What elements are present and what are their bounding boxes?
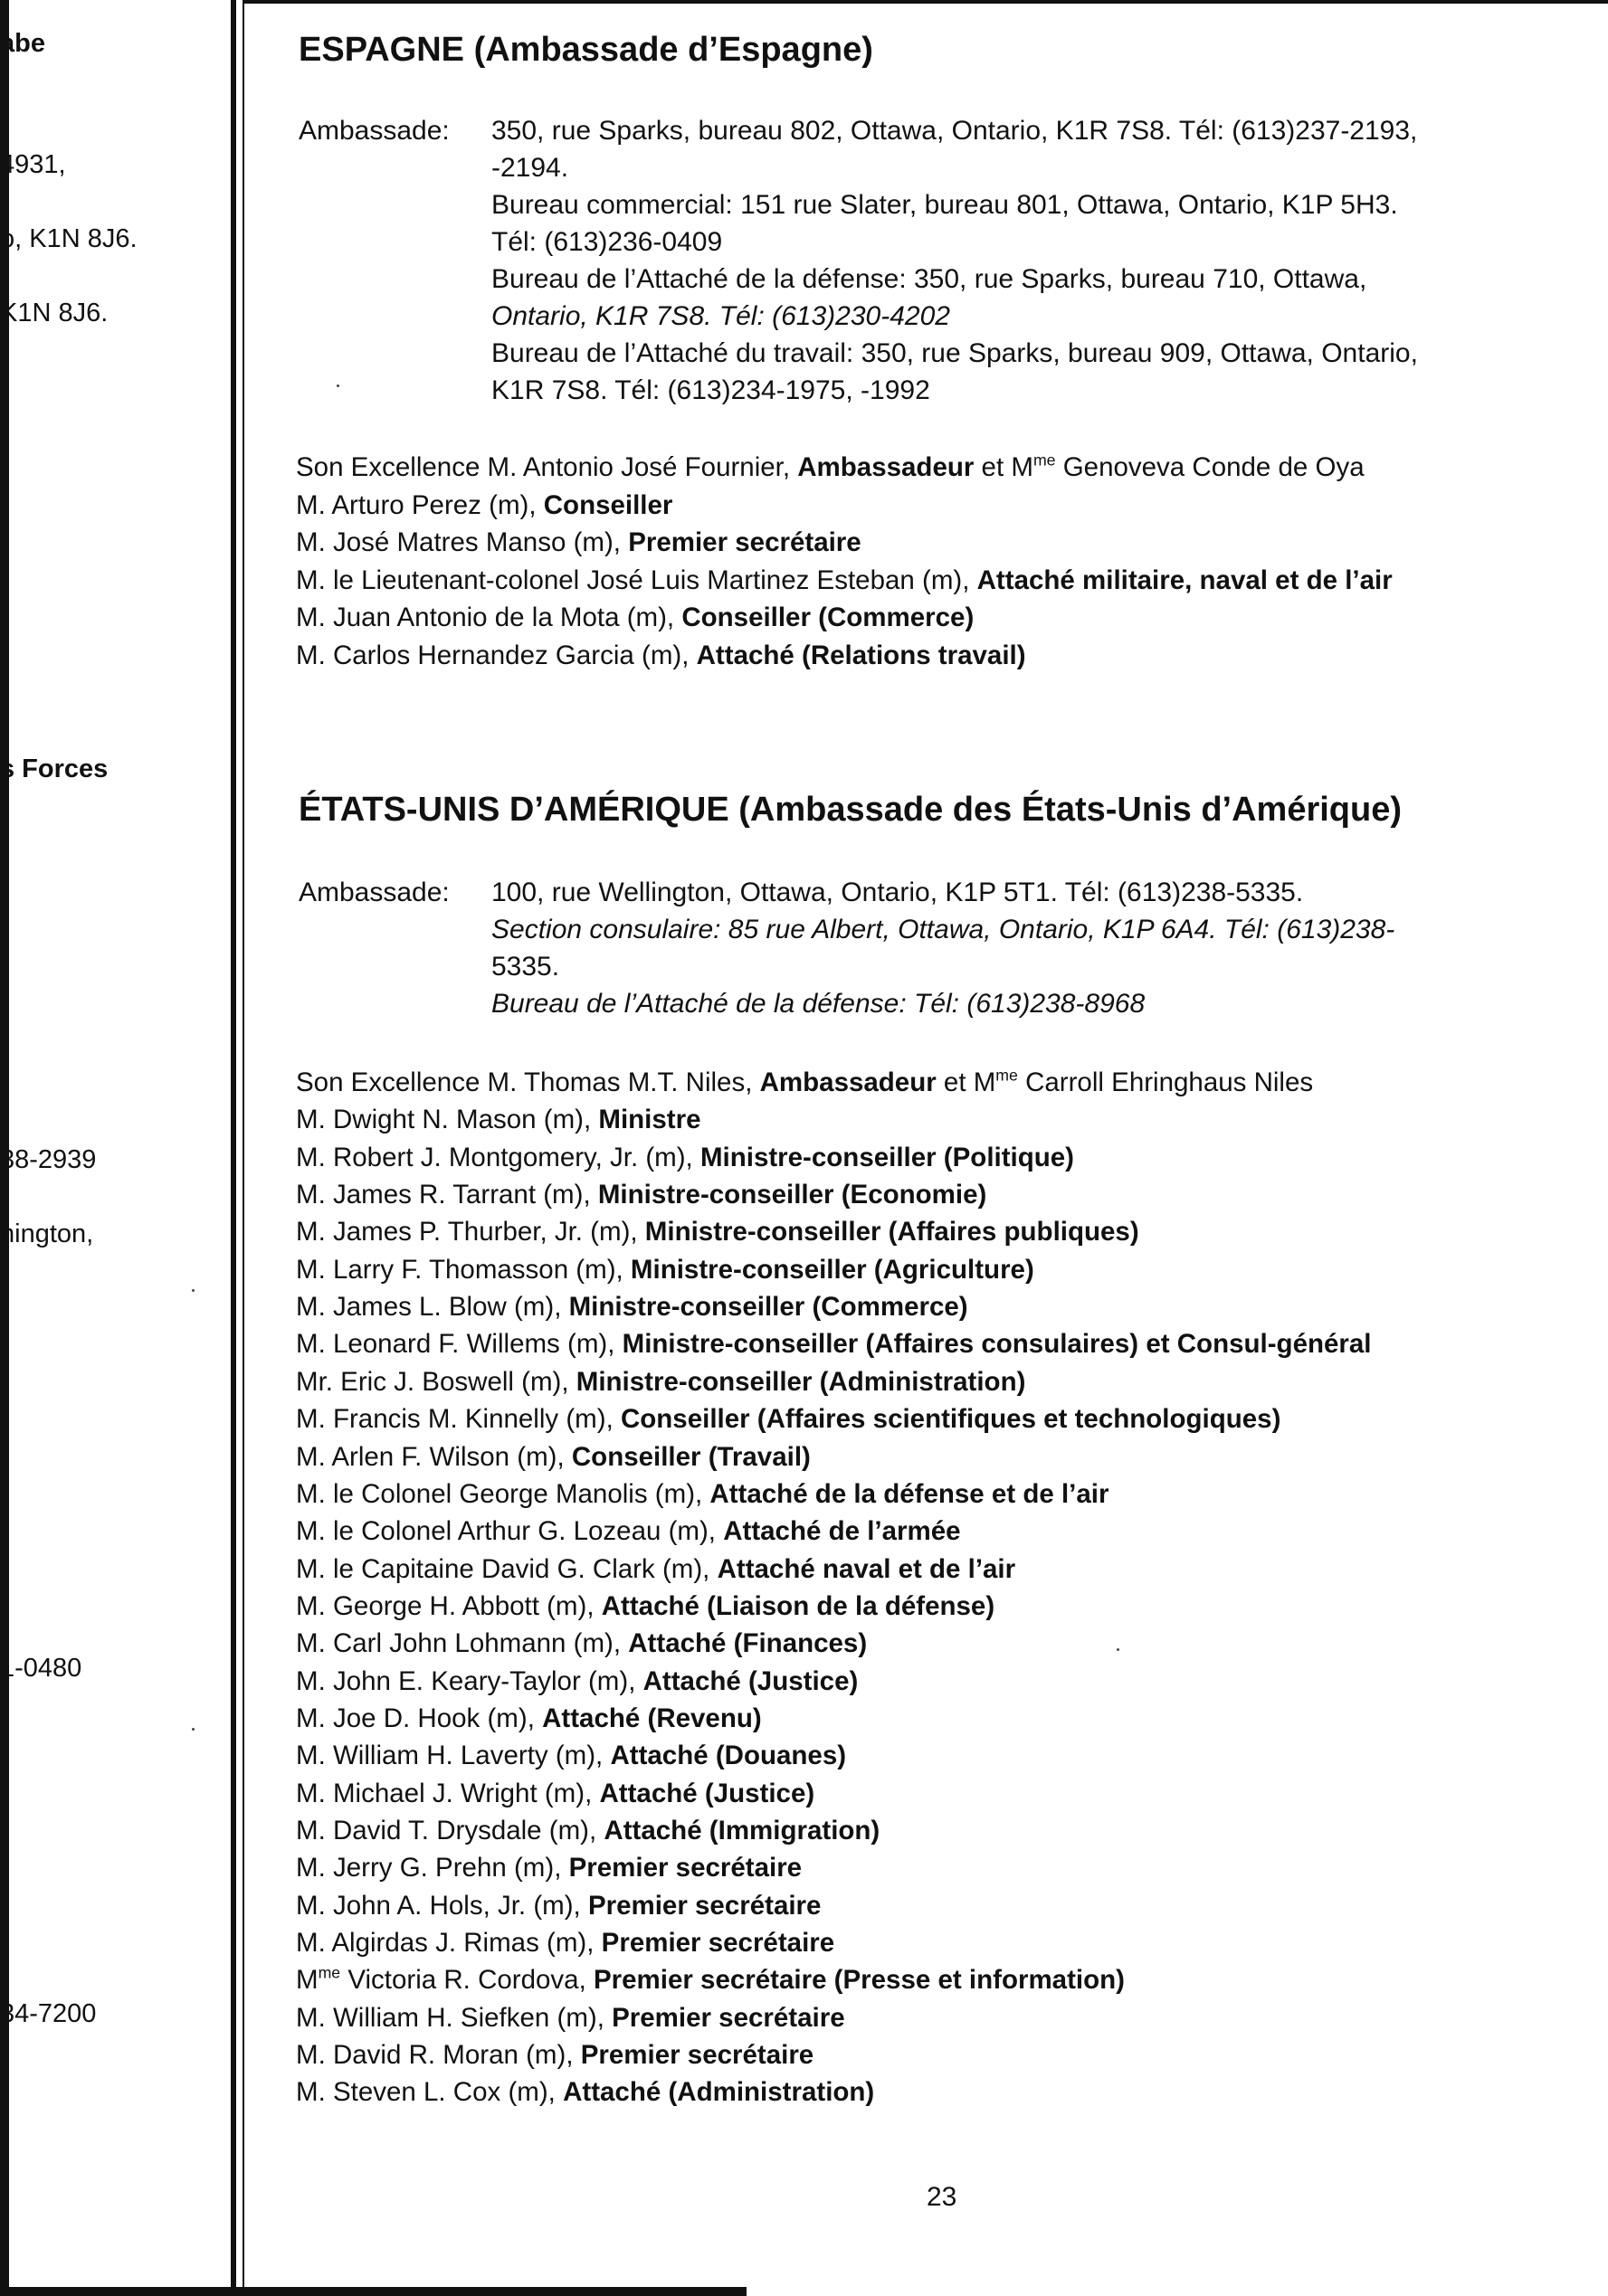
address-line: 350, rue Sparks, bureau 802, Ottawa, Ontario, K1R 7S8. Tél: (613)237-2193, [491, 116, 1418, 146]
personnel-row [296, 1143, 1074, 1173]
personnel-row [296, 527, 861, 558]
personnel-row [296, 2040, 814, 2071]
address-line: -2194. [491, 153, 569, 183]
person-title: Attaché de la défense et de l’air [709, 1478, 1109, 1509]
person-name: M. Jerry G. Prehn (m), [296, 1853, 569, 1883]
personnel-row [296, 1516, 961, 1547]
address-line: Bureau commercial: 151 rue Slater, bureau 801, Ottawa, Ontario, K1P 5H3. [491, 190, 1398, 220]
personnel-row [296, 1703, 762, 1734]
left-fragment: K1N 8J6. [0, 299, 109, 327]
personnel-row [296, 1928, 834, 1959]
person-title: Attaché (Douanes) [610, 1741, 847, 1771]
scan-speck [192, 1728, 195, 1731]
left-fragment: o, K1N 8J6. [0, 224, 138, 253]
left-fragment: 34-7200 [0, 1999, 97, 2028]
honorific-superscript: me [1032, 451, 1056, 470]
personnel-row [296, 1741, 846, 1771]
person-title: Attaché naval et de l’air [717, 1553, 1016, 1584]
personnel-row [296, 2077, 874, 2108]
address-line: Bureau de l’Attaché de la défense: 350, rue Sparks, bureau 710, Ottawa, [491, 264, 1367, 294]
person-name: M. Carl John Lohmann (m), [296, 1628, 629, 1659]
spouse-name: Victoria R. Cordova, [340, 1965, 594, 1996]
personnel-row [296, 1965, 1125, 1996]
address-line: 5335. [491, 952, 560, 982]
personnel-row [296, 1442, 811, 1473]
person-name: M. le Capitaine David G. Clark (m), [296, 1553, 718, 1584]
person-name: M. William H. Laverty (m), [296, 1741, 611, 1771]
person-title: Premier secrétaire [628, 527, 861, 558]
person-name: M. Arturo Perez (m), [296, 489, 544, 520]
spain-address-label: Ambassade: [299, 116, 450, 146]
left-fragment: abe [0, 29, 45, 58]
person-name: M. Michael J. Wright (m), [296, 1778, 600, 1808]
person-name: M. Francis M. Kinnelly (m), [296, 1404, 621, 1435]
spouse-name: Genoveva Conde de Oya [1055, 452, 1365, 482]
person-name: M. José Matres Manso (m), [296, 527, 629, 558]
address-line: Tél: (613)236-0409 [491, 227, 723, 257]
personnel-row [296, 1479, 1108, 1510]
person-title: Premier secrétaire [568, 1853, 803, 1883]
person-name: Son Excellence M. Antonio José Fournier, [296, 452, 798, 482]
personnel-row [296, 1816, 880, 1846]
personnel-row [296, 1067, 1313, 1098]
person-name: M. Carlos Hernandez Garcia (m), [296, 640, 697, 670]
person-name: M. John A. Hols, Jr. (m), [296, 1890, 588, 1921]
person-title: Premier secrétaire [601, 1928, 835, 1959]
person-name: M. Joe D. Hook (m), [296, 1703, 543, 1733]
personnel-row [296, 1779, 814, 1809]
person-name: M. Robert J. Montgomery, Jr. (m), [296, 1142, 700, 1172]
person-title: Attaché de l’armée [723, 1516, 961, 1547]
person-name: M. Larry F. Thomasson (m), [296, 1254, 631, 1285]
person-name: M. John E. Keary-Taylor (m), [296, 1665, 643, 1696]
person-title: Conseiller (Commerce) [681, 602, 975, 633]
person-title: Conseiller (Affaires scientifiques et technologiques) [620, 1404, 1281, 1435]
person-title: Ambassadeur [797, 452, 975, 482]
person-title: Ministre-conseiller (Affaires consulaires) et Consul-général [622, 1329, 1372, 1360]
honorific-superscript: me [318, 1963, 341, 1982]
person-title: Attaché (Relations travail) [696, 640, 1026, 670]
personnel-row [296, 1404, 1280, 1435]
personnel-row [296, 640, 1026, 671]
usa-heading: ÉTATS-UNIS D’AMÉRIQUE (Ambassade des États-Unis d’Amérique) [299, 791, 1403, 829]
person-name: M. Dwight N. Mason (m), [296, 1105, 599, 1135]
personnel-row [296, 2003, 845, 2034]
personnel-row [296, 490, 672, 521]
person-name: M. James L. Blow (m), [296, 1292, 569, 1323]
personnel-row [296, 452, 1365, 483]
page-number: 23 [927, 2182, 957, 2212]
personnel-row [296, 1255, 1034, 1286]
person-name: M. le Lieutenant-colonel José Luis Martinez Esteban (m), [296, 565, 977, 595]
address-line: Bureau de l’Attaché de la défense: Tél: (613)238-8968 [491, 989, 1146, 1019]
person-title: Attaché (Finances) [628, 1628, 868, 1659]
scan-speck [1117, 1648, 1119, 1651]
bottom-rule [0, 2287, 747, 2296]
person-title: Ministre-conseiller (Commerce) [568, 1292, 968, 1323]
personnel-row [296, 1891, 821, 1921]
personnel-row [296, 1329, 1371, 1360]
person-title: Conseiller (Travail) [571, 1441, 811, 1472]
person-title: Attaché (Justice) [642, 1665, 859, 1696]
person-title: Ministre-conseiller (Agriculture) [630, 1254, 1034, 1285]
person-name: M. Juan Antonio de la Mota (m), [296, 602, 682, 633]
personnel-row [296, 565, 1393, 596]
left-column-divider-thin [243, 0, 244, 2296]
person-title: Premier secrétaire (Presse et information) [593, 1965, 1125, 1996]
scan-speck [337, 384, 339, 387]
left-fragment: 1-0480 [0, 1654, 82, 1683]
usa-address-label: Ambassade: [299, 878, 450, 907]
address-line: Section consulaire: 85 rue Albert, Ottawa, Ontario, K1P 6A4. Tél: (613)238- [491, 915, 1395, 944]
personnel-row [296, 1628, 867, 1659]
person-name: M. George H. Abbott (m), [296, 1590, 602, 1621]
person-title: Attaché militaire, naval et de l’air [976, 565, 1393, 595]
honorific-superscript: me [995, 1066, 1018, 1085]
personnel-row [296, 1292, 968, 1323]
scan-speck [192, 1289, 195, 1292]
personnel-row [296, 1554, 1015, 1585]
person-title: Conseiller [543, 489, 673, 520]
person-name: M. Steven L. Cox (m), [296, 2077, 564, 2108]
personnel-row [296, 1105, 701, 1135]
left-fragment: 4931, [0, 150, 66, 179]
left-fragment: 38-2939 [0, 1145, 97, 1174]
person-title: Attaché (Liaison de la défense) [601, 1590, 995, 1621]
person-title: Premier secrétaire [587, 1890, 822, 1921]
person-name: Mr. Eric J. Boswell (m), [296, 1366, 576, 1397]
person-title: Attaché (Administration) [563, 2077, 875, 2108]
person-name: M. David R. Moran (m), [296, 2040, 581, 2071]
spain-heading: ESPAGNE (Ambassade d’Espagne) [299, 31, 873, 69]
person-title: Ministre-conseiller (Administration) [576, 1366, 1026, 1397]
left-fragment: hington, [0, 1219, 94, 1248]
person-name: M. Arlen F. Wilson (m), [296, 1441, 572, 1472]
personnel-row [296, 1666, 858, 1697]
person-name: M. le Colonel Arthur G. Lozeau (m), [296, 1516, 724, 1547]
person-name: M. William H. Siefken (m), [296, 2002, 613, 2033]
personnel-row [296, 1853, 802, 1883]
person-title: Ministre-conseiller (Economie) [597, 1180, 987, 1210]
personnel-row [296, 1180, 986, 1210]
spouse-name: Carroll Ehringhaus Niles [1017, 1067, 1314, 1097]
person-title: Ministre-conseiller (Affaires publiques) [644, 1217, 1139, 1248]
person-title: Ambassadeur [759, 1067, 937, 1097]
person-name: M. Leonard F. Willems (m), [296, 1329, 623, 1360]
person-name: Son Excellence M. Thomas M.T. Niles, [296, 1067, 760, 1097]
personnel-row [296, 1367, 1025, 1398]
address-line: Ontario, K1R 7S8. Tél: (613)230-4202 [491, 301, 950, 331]
person-name: M. Algirdas J. Rimas (m), [296, 1928, 602, 1959]
address-line: 100, rue Wellington, Ottawa, Ontario, K1P 5T1. Tél: (613)238-5335. [491, 878, 1304, 907]
person-name: M. le Colonel George Manolis (m), [296, 1478, 710, 1509]
person-name: M. James R. Tarrant (m), [296, 1180, 598, 1210]
person-title: Premier secrétaire [580, 2040, 814, 2071]
person-name: M [296, 1965, 319, 1996]
personnel-row [296, 602, 974, 633]
address-line: Bureau de l’Attaché du travail: 350, rue Sparks, bureau 909, Ottawa, Ontario, [491, 338, 1418, 368]
person-title: Premier secrétaire [612, 2002, 845, 2033]
person-title: Ministre [598, 1105, 701, 1135]
address-line: K1R 7S8. Tél: (613)234-1975, -1992 [491, 375, 930, 405]
person-title: Attaché (Justice) [599, 1778, 815, 1808]
personnel-row [296, 1591, 994, 1622]
person-title: Ministre-conseiller (Politique) [699, 1142, 1075, 1172]
personnel-row [296, 1217, 1139, 1248]
person-title: Attaché (Immigration) [604, 1816, 880, 1845]
left-fragment: s Forces [0, 754, 109, 783]
spouse-prefix: et M [974, 452, 1033, 482]
top-rule [244, 0, 1608, 4]
person-title: Attaché (Revenu) [542, 1703, 762, 1733]
person-name: M. David T. Drysdale (m), [296, 1816, 604, 1845]
spouse-prefix: et M [936, 1067, 996, 1097]
person-name: M. James P. Thurber, Jr. (m), [296, 1217, 645, 1248]
left-column-divider [231, 0, 236, 2296]
